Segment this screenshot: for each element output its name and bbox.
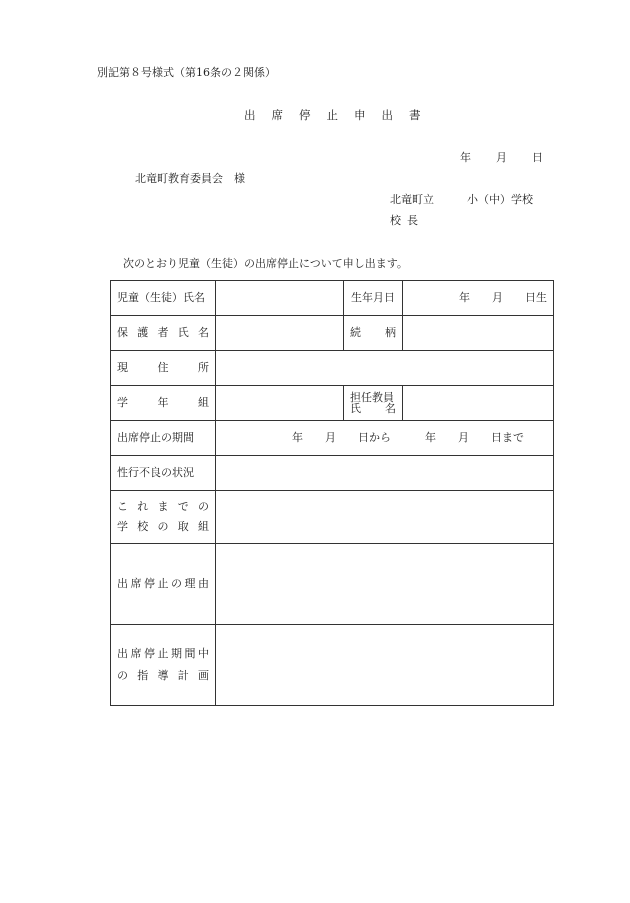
behavior-field[interactable]	[216, 456, 554, 491]
homeroom-teacher-label	[344, 386, 403, 421]
row-efforts	[111, 491, 554, 544]
row-behavior	[111, 456, 554, 491]
address-field[interactable]	[216, 351, 554, 386]
grade-class-label: 学年組	[111, 386, 216, 421]
form-reference: 別記第８号様式（第16条の２関係）	[97, 66, 276, 79]
row-period	[111, 421, 554, 456]
reason-field[interactable]	[216, 544, 554, 625]
guidance-plan-field[interactable]	[216, 625, 554, 706]
row-guidance	[111, 625, 554, 706]
address-label: 現住所	[111, 351, 216, 386]
principal-line: 校長	[390, 214, 424, 227]
guidance-label-line1: 出席停止期間中	[117, 647, 209, 660]
relation-field[interactable]	[403, 316, 554, 351]
statement: 次のとおり児童（生徒）の出席停止について申し出ます。	[123, 257, 408, 270]
row-guardian	[111, 316, 554, 351]
school-efforts-field[interactable]	[216, 491, 554, 544]
period-to: 年 月 日まで	[425, 431, 524, 444]
guardian-name-label: 保護者氏名	[111, 316, 216, 351]
efforts-label-line1: これまでの	[117, 500, 209, 513]
row-grade	[111, 386, 554, 421]
behavior-label: 性行不良の状況	[111, 456, 216, 491]
relation-label: 続柄	[344, 316, 403, 351]
period-label: 出席停止の期間	[111, 421, 216, 456]
student-name-label: 児童（生徒）氏名	[111, 281, 216, 316]
grade-class-field[interactable]	[216, 386, 344, 421]
birthdate-label: 生年月日	[344, 281, 403, 316]
application-form-table	[110, 280, 554, 706]
row-reason	[111, 544, 554, 625]
row-student	[111, 281, 554, 316]
guidance-label-line2: の指導計画	[117, 669, 209, 682]
homeroom-teacher-field[interactable]	[403, 386, 554, 421]
document-title: 出席停止申出書	[244, 108, 437, 122]
teacher-label-line2: 氏名	[350, 402, 396, 415]
period-from: 年 月 日から	[292, 431, 391, 444]
row-address	[111, 351, 554, 386]
birthdate-field[interactable]: 年 月 日生	[403, 281, 554, 316]
school-name-line: 北竜町立 小（中）学校	[390, 193, 533, 206]
date-line: 年 月 日	[460, 151, 544, 164]
addressee: 北竜町教育委員会 様	[135, 172, 245, 185]
student-name-field[interactable]	[216, 281, 344, 316]
reason-label: 出席停止の理由	[111, 544, 216, 625]
efforts-label-line2: 学校の取組	[117, 520, 209, 533]
school-efforts-label	[111, 491, 216, 544]
guardian-name-field[interactable]	[216, 316, 344, 351]
teacher-label-line1: 担任教員	[350, 391, 394, 404]
period-field[interactable]	[216, 421, 554, 456]
guidance-plan-label	[111, 625, 216, 706]
